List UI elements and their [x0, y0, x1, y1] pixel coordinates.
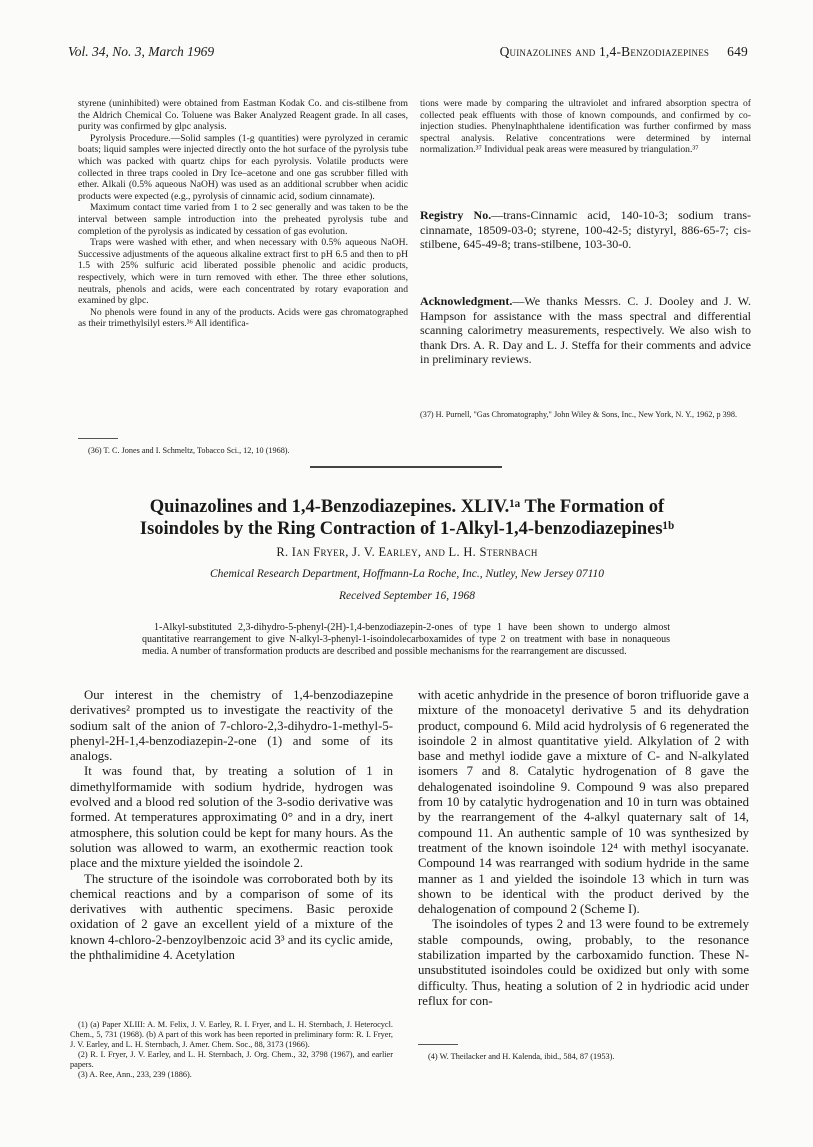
- article-body-right-column: [418, 688, 749, 1009]
- prev-footnote-36: (36) T. C. Jones and I. Schmeltz, Tobacco Sci., 12, 10 (1968).: [88, 446, 290, 455]
- article-received-date: Received September 16, 1968: [338, 590, 476, 602]
- running-title-text: Quinazolines and 1,4-Benzodiazepines: [499, 44, 710, 59]
- body-paragraph: The structure of the isoindole was corroborated both by its chemical reactions and by a comparison of some of its derivatives with authentic specimens. Basic peroxide oxidation of 2 gave an excellent yield of a mixture of the known 4-chloro-2-benzoylbenzoic acid 3³ and its cyclic amide, the phthalimidine 4. Acetylation: [70, 871, 393, 963]
- prev-article-left-column: [78, 98, 408, 330]
- article-affiliation: Chemical Research Department, Hoffmann-La Roche, Inc., Nutley, New Jersey 07110: [209, 568, 605, 580]
- prev-paragraph: tions were made by comparing the ultraviolet and infrared absorption spectra of collected peak effluents with those of known compounds, and confirmed by co-injection studies. Phenylnaphthalene identification was further confirmed by mass spectral analysis. Relative concentrations were determined by internal normalization.³⁷ Individual peak areas were measured by triangulation.³⁷: [420, 98, 751, 156]
- page-number: 649: [727, 44, 748, 59]
- prev-paragraph: Maximum contact time varied from 1 to 2 sec generally and was taken to be the interval between sample introduction into the preheated pyrolysis tube and completion of the pyrolysis as indicated by cessation of gas evolution.: [78, 202, 408, 237]
- article-title-line1: Quinazolines and 1,4-Benzodiazepines. XLIV.¹ᵃ The Formation of: [149, 497, 665, 517]
- article-authors: R. Ian Fryer, J. V. Earley, and L. H. Sternbach: [276, 545, 538, 559]
- footnote-4: (4) W. Theilacker and H. Kalenda, ibid., 584, 87 (1953).: [428, 1052, 615, 1061]
- article-title-line2: Isoindoles by the Ring Contraction of 1-Alkyl-1,4-benzodiazepines¹ᵇ: [139, 519, 675, 539]
- article-title: [60, 496, 754, 540]
- prev-paragraph: Traps were washed with ether, and when necessary with 0.5% aqueous NaOH. Successive adjustments of the aqueous alkaline extract first to pH 6.5 and then to pH 1.5 with 25% sulfuric acid liberated possible phenolic and acidic products, respectively, which were in turn removed with ether. The three ether solutions, neutrals, phenols and acids, were each concentrated by rotary evaporation and examined by glpc.: [78, 237, 408, 307]
- body-paragraph: It was found that, by treating a solution of 1 in dimethylformamide with sodium hydride, hydrogen was evolved and a blood red solution of the 3-sodio derivative was formed. At temperatures approximating 0° and in a dry, inert atmosphere, this solution could be kept for many hours. As the solution was allowed to warm, an exothermic reaction took place and the mixture yielded the isoindole 2.: [70, 764, 393, 871]
- running-title: [500, 44, 748, 60]
- footnote-rule: [418, 1044, 458, 1045]
- registry-text: —trans-Cinnamic acid, 140-10-3; sodium trans-cinnamate, 18509-03-0; styrene, 100-42-5; distyryl, 886-65-7; cis-stilbene, 645-49-8; trans-stilbene, 103-30-0.: [420, 208, 752, 251]
- journal-volume-info: Vol. 34, No. 3, March 1969: [68, 44, 215, 59]
- acknowledgment-text: —We thanks Messrs. C. J. Dooley and J. W. Hampson for assistance with the mass spectral and differential scanning calorimetry measurements, respectively. We also wish to thank Drs. A. R. Day and L. J. Steffa for their comments and advice in preliminary reviews.: [420, 294, 751, 366]
- article-abstract: 1-Alkyl-substituted 2,3-dihydro-5-phenyl-(2H)-1,4-benzodiazepin-2-ones of type 1 have been shown to undergo almost quantitative rearrangement to give N-alkyl-3-phenyl-1-isoindolecarboxamides of type 2 on treatment with base in nonaqueous media. A number of transformation products are described and possible mechanisms for the rearrangement are discussed.: [142, 622, 670, 658]
- footnote-2: (2) R. I. Fryer, J. V. Earley, and L. H. Sternbach, J. Org. Chem., 32, 3798 (1967), and earlier papers.: [70, 1050, 393, 1069]
- footnote-rule: [78, 438, 118, 439]
- body-paragraph: with acetic anhydride in the presence of boron trifluoride gave a mixture of the monoacetyl derivative 5 and its dehydration product, compound 6. Mild acid hydrolysis of 6 regenerated the isoindole 2 in almost quantitative yield. Alkylation of 2 with base and methyl iodide gave a mixture of C- and N-alkylated isomers 7 and 8. Catalytic hydrogenation of 8 gave the dehalogenated isoindoline 9. Compound 9 was also prepared from 10 by catalytic hydrogenation and 10 in turn was obtained by the rearrangement of the 4-alkyl quaternary salt of 14, compound 11. An authentic sample of 10 was synthesized by treatment of the known isoindole 12⁴ with methyl isocyanate. Compound 14 was rearranged with sodium hydride in the same manner as 1 and yielded the isoindole 13 which in turn was shown to be identical with the product derived by the dehalogenation of compound 2 (Scheme I).: [418, 688, 749, 917]
- article-body-left-column: [70, 688, 393, 963]
- registry-label: Registry No.: [420, 208, 492, 222]
- body-paragraph: Our interest in the chemistry of 1,4-benzodiazepine derivatives² prompted us to investigate the reactivity of the sodium salt of the anion of 7-chloro-2,3-dihydro-1-methyl-5-phenyl-2H-1,4-benzodiazepin-2-one (1) and some of its analogs.: [70, 688, 393, 764]
- running-head: [68, 44, 748, 64]
- article-footnotes-left: [70, 1020, 393, 1080]
- footnote-1: (1) (a) Paper XLIII: A. M. Felix, J. V. Earley, R. I. Fryer, and L. H. Sternbach, J. Heterocycl. Chem., 5, 731 (1968). (b) A part of this work has been reported in preliminary form: R. I. Fryer, J. V. Earley, and L. H. Sternbach, J. Amer. Chem. Soc., 88, 3173 (1966).: [70, 1020, 393, 1049]
- prev-paragraph: styrene (uninhibited) were obtained from Eastman Kodak Co. and cis-stilbene from the Aldrich Chemical Co. Toluene was Baker Analyzed Reagent grade. In all cases, purity was confirmed by glpc analysis.: [78, 98, 408, 133]
- acknowledgment-label: Acknowledgment.: [420, 294, 513, 308]
- body-paragraph: The isoindoles of types 2 and 13 were found to be extremely stable compounds, owing, probably, to the resonance stabilization imparted by the carboxamido function. These N-unsubstituted isoindoles could be oxidized but only with some difficulty. Thus, heating a solution of 2 in hydriodic acid under reflux for con-: [418, 917, 749, 1008]
- prev-paragraph: Pyrolysis Procedure.—Solid samples (1-g quantities) were pyrolyzed in ceramic boats; liquid samples were injected directly onto the hot surface of the pyrolysis tube which was packed with quartz chips for each pyrolysis. Volatile products were collected in three traps cooled in Dry Ice–acetone and one gas scrubber filled with ether. Alkali (0.5% aqueous NaOH) was used as an additional scrubber when acidic products were expected (e.g., pyrolysis of cinnamic acid, sodium cinnamate).: [78, 132, 408, 202]
- footnote-3: (3) A. Ree, Ann., 233, 239 (1886).: [78, 1070, 192, 1079]
- registry-section: [420, 208, 751, 252]
- prev-footnote-37: (37) H. Purnell, "Gas Chromatography," John Wiley & Sons, Inc., New York, N. Y., 1962, p 398.: [420, 410, 738, 419]
- article-divider: [310, 466, 502, 468]
- acknowledgment-section: [420, 294, 751, 367]
- prev-article-right-column: [420, 98, 751, 156]
- prev-paragraph: No phenols were found in any of the products. Acids were gas chromatographed as their trimethylsilyl esters.³⁶ All identifica-: [78, 306, 408, 330]
